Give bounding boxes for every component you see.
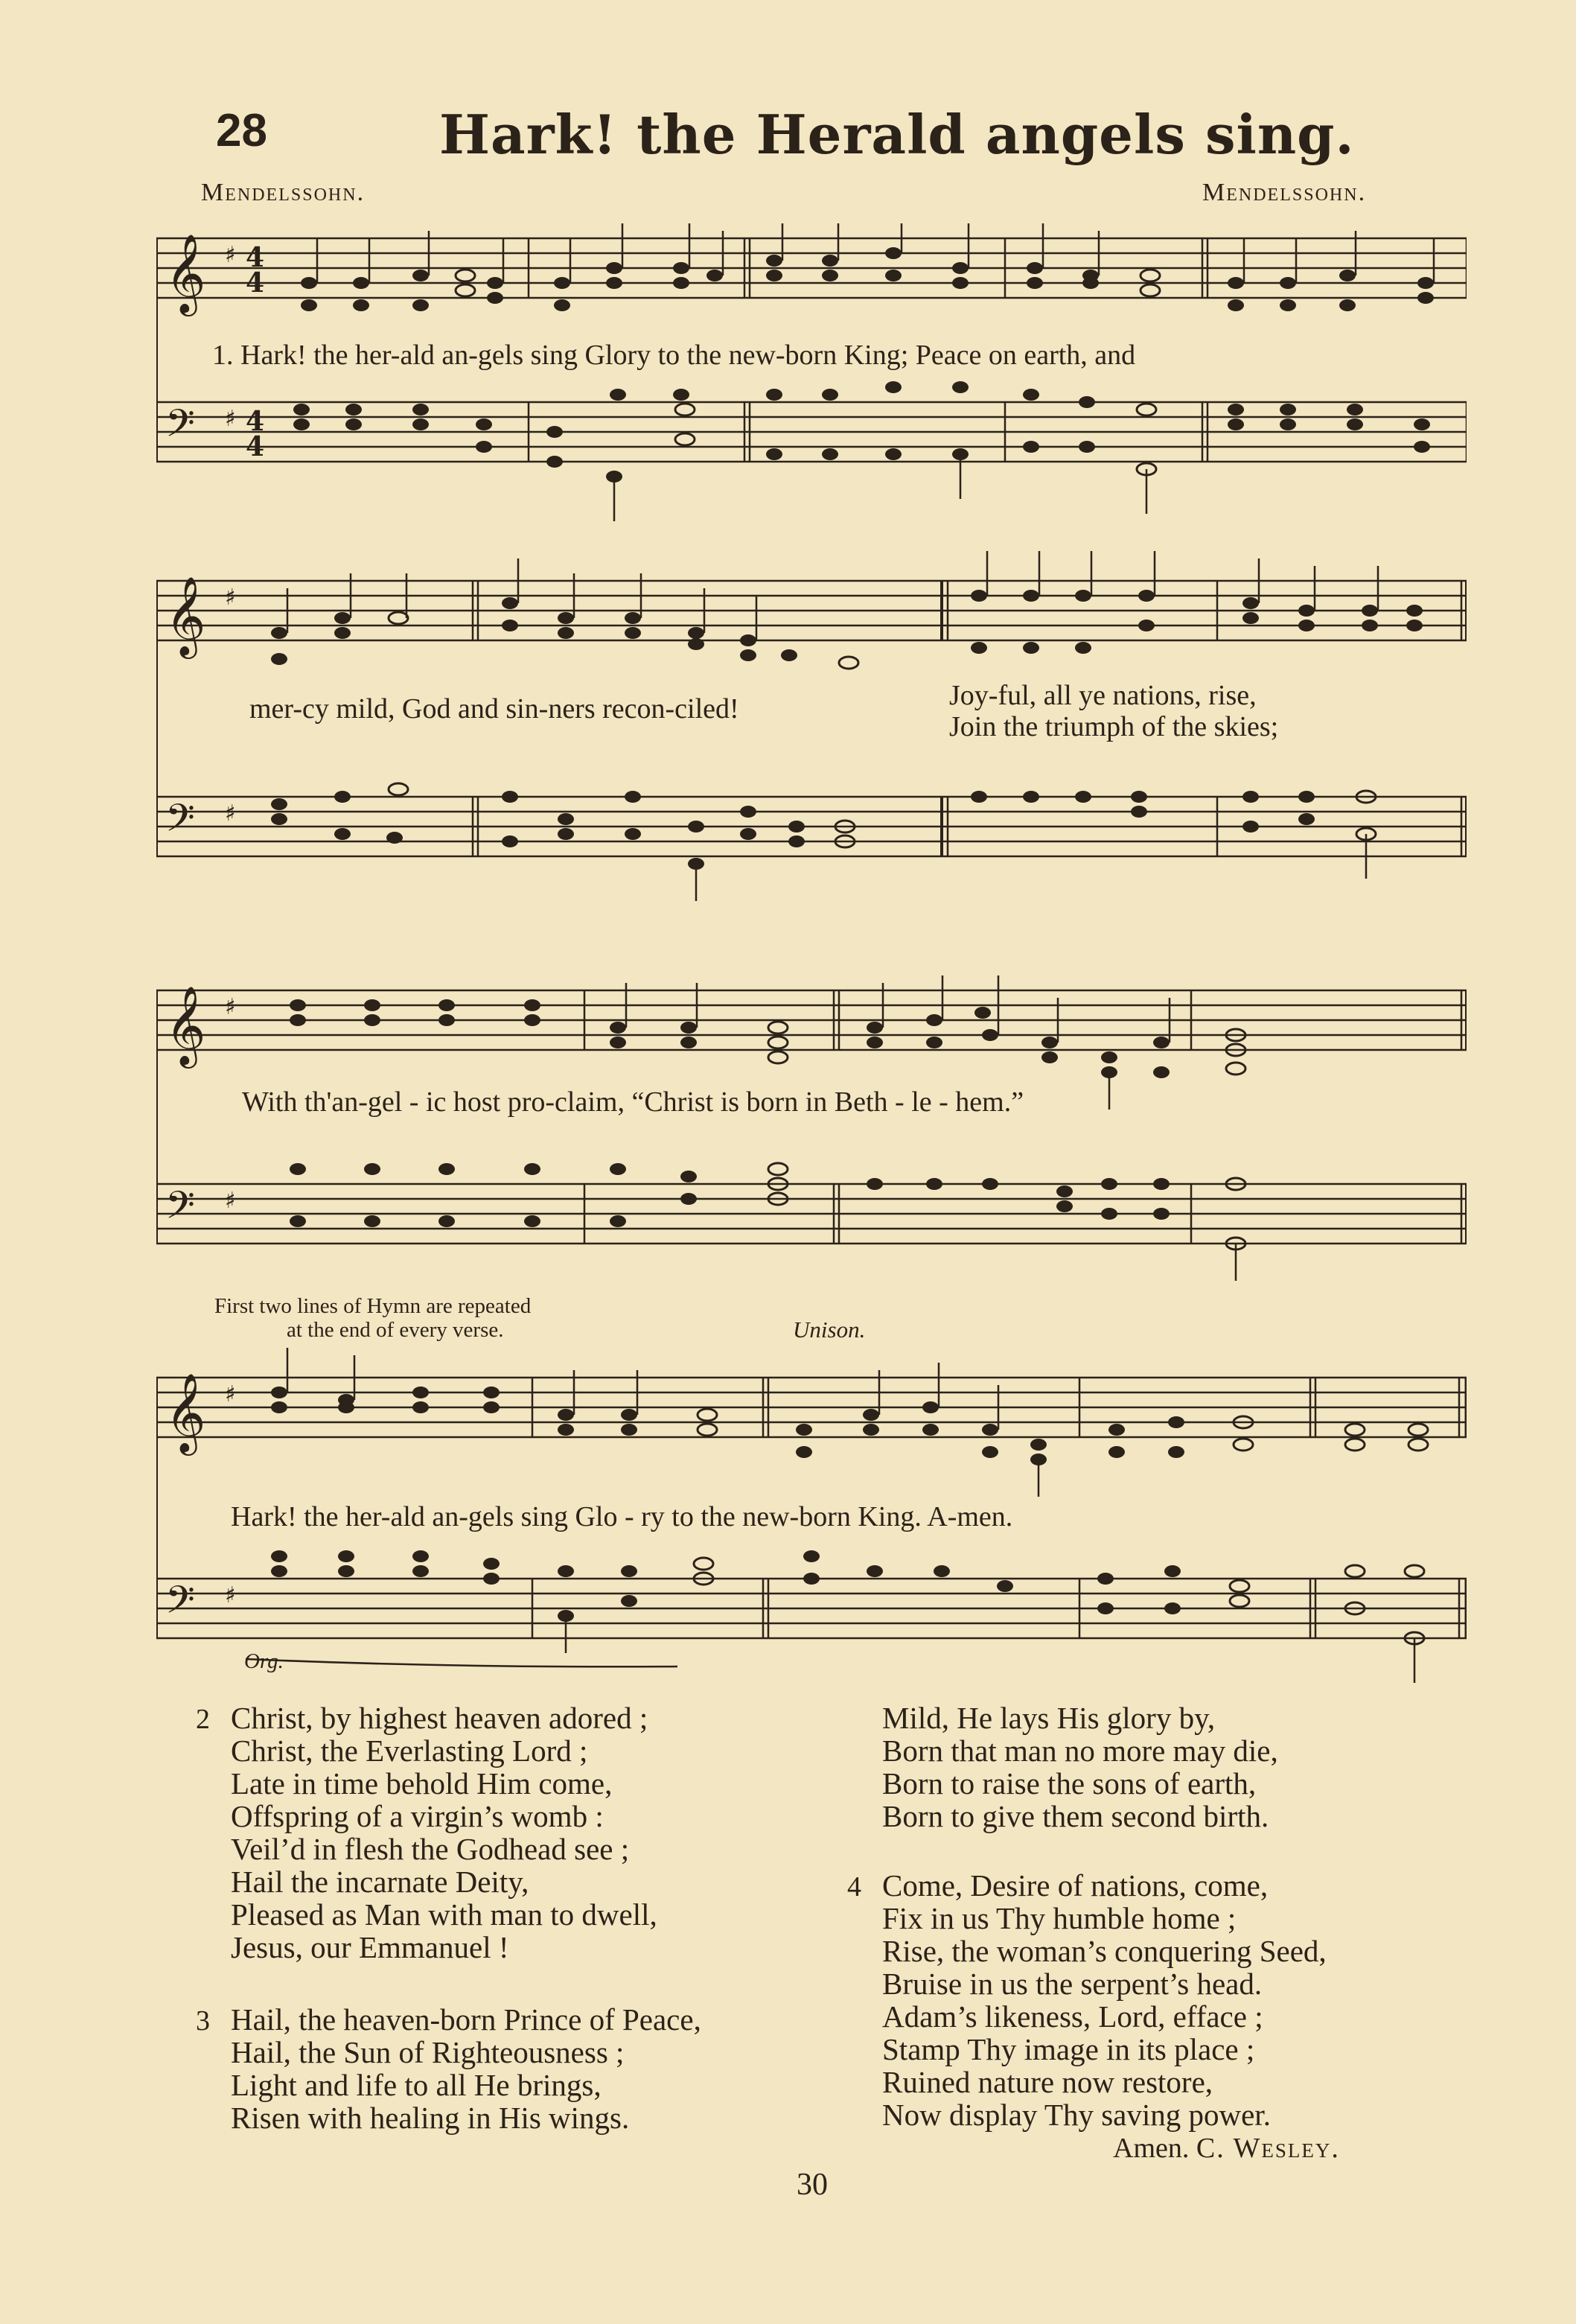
verse-line: Born to raise the sons of earth, (882, 1766, 1257, 1801)
verse-line: Mild, He lays His glory by, (882, 1701, 1216, 1735)
music-system-2 (156, 551, 1467, 908)
staff-notation-3 (156, 961, 1467, 1303)
svg-text:𝄞: 𝄞 (165, 1372, 206, 1452)
repeat-note-line-1: First two lines of Hymn are repeated (214, 1294, 532, 1318)
unison-marking: Unison. (793, 1317, 866, 1343)
verse-line: Late in time behold Him come, (231, 1766, 613, 1801)
svg-text:♯: ♯ (225, 1582, 236, 1608)
verse-line: Light and life to all He brings, (231, 2068, 602, 2102)
author-credit (1113, 2132, 1340, 2165)
verse-line: Fix in us Thy humble home ; (882, 1901, 1237, 1935)
page-number: 30 (797, 2168, 828, 2202)
lyric-line-2c: Join the triumph of the skies; (949, 711, 1279, 742)
verse-line: Adam’s likeness, Lord, efface ; (882, 1999, 1263, 2034)
verse-line: Come, Desire of nations, come, (882, 1868, 1269, 1903)
verse-line: Born that man no more may die, (882, 1734, 1278, 1768)
svg-text:4: 4 (246, 242, 265, 273)
verse-line: Christ, the Everlasting Lord ; (231, 1734, 588, 1768)
music-system-1 (156, 223, 1467, 536)
verse-line: Rise, the woman’s conquering Seed, (882, 1934, 1327, 1968)
verse-line: Stamp Thy image in its place ; (882, 2032, 1255, 2066)
svg-text:𝄞: 𝄞 (165, 576, 206, 655)
svg-text:♯: ♯ (225, 994, 236, 1020)
svg-text:𝄢: 𝄢 (165, 1182, 195, 1237)
svg-text:♯: ♯ (225, 1381, 236, 1407)
verse-number: 2 (196, 1704, 210, 1735)
verse-line: Hail, the heaven-born Prince of Peace, (231, 2002, 701, 2037)
music-system-3 (156, 961, 1467, 1303)
svg-text:𝄢: 𝄢 (165, 795, 195, 850)
svg-text:♯: ♯ (225, 1188, 236, 1214)
amen-text: Amen. (1113, 2133, 1190, 2164)
repeat-note-line-2: at the end of every verse. (287, 1318, 504, 1342)
svg-text:4: 4 (246, 267, 265, 299)
svg-text:♯: ♯ (225, 800, 236, 827)
verse-line: Ruined nature now restore, (882, 2065, 1213, 2099)
svg-text:𝄢: 𝄢 (165, 1577, 195, 1631)
verse-line: Offspring of a virgin’s womb : (231, 1799, 604, 1833)
svg-text:♯: ♯ (225, 406, 236, 432)
composer-credit-right: Mendelssohn. (1202, 179, 1367, 206)
hymn-title: Hark! the Herald angels sing. (439, 103, 1355, 166)
svg-text:𝄞: 𝄞 (165, 985, 206, 1065)
svg-text:♯: ♯ (225, 585, 236, 611)
verse-line: Risen with healing in His wings. (231, 2101, 630, 2135)
verse-line: Hail the incarnate Deity, (231, 1865, 529, 1899)
verse-line: Born to give them second birth. (882, 1799, 1269, 1833)
lyric-line-1: 1. Hark! the her-ald an-gels sing Glory to the new-born King; Peace on earth, and (212, 340, 1136, 371)
verse-line: Jesus, our Emmanuel ! (231, 1930, 509, 1964)
lyric-line-4: Hark! the her-ald an-gels sing Glo - ry to the new-born King. A-men. (231, 1501, 1013, 1532)
svg-text:𝄞: 𝄞 (165, 233, 206, 313)
svg-text:♯: ♯ (225, 242, 236, 268)
music-system-4 (156, 1348, 1467, 1698)
lyric-line-2b: Joy-ful, all ye nations, rise, (949, 680, 1257, 711)
staff-notation-1 (156, 223, 1467, 536)
verse-line: Bruise in us the serpent’s head. (882, 1967, 1263, 2001)
verse-number: 4 (847, 1871, 861, 1903)
composer-credit-left: Mendelssohn. (201, 179, 366, 206)
verse-line: Veil’d in flesh the Godhead see ; (231, 1832, 630, 1866)
organ-marking: Org. (244, 1649, 284, 1673)
verse-line: Now display Thy saving power. (882, 2098, 1271, 2132)
svg-text:4: 4 (246, 406, 265, 437)
verse-line: Christ, by highest heaven adored ; (231, 1701, 648, 1735)
verse-number: 3 (196, 2005, 210, 2037)
svg-text:𝄢: 𝄢 (165, 401, 195, 455)
lyric-line-3: With th'an-gel - ic host pro-claim, “Christ is born in Beth - le - hem.” (242, 1086, 1024, 1118)
verse-line: Pleased as Man with man to dwell, (231, 1897, 657, 1932)
hymn-number: 28 (216, 105, 267, 156)
lyric-line-2a: mer-cy mild, God and sin-ners recon-ciled! (249, 693, 739, 725)
svg-text:4: 4 (246, 431, 265, 462)
author-name: C. Wesley. (1196, 2133, 1340, 2164)
verse-line: Hail, the Sun of Righteousness ; (231, 2035, 625, 2069)
